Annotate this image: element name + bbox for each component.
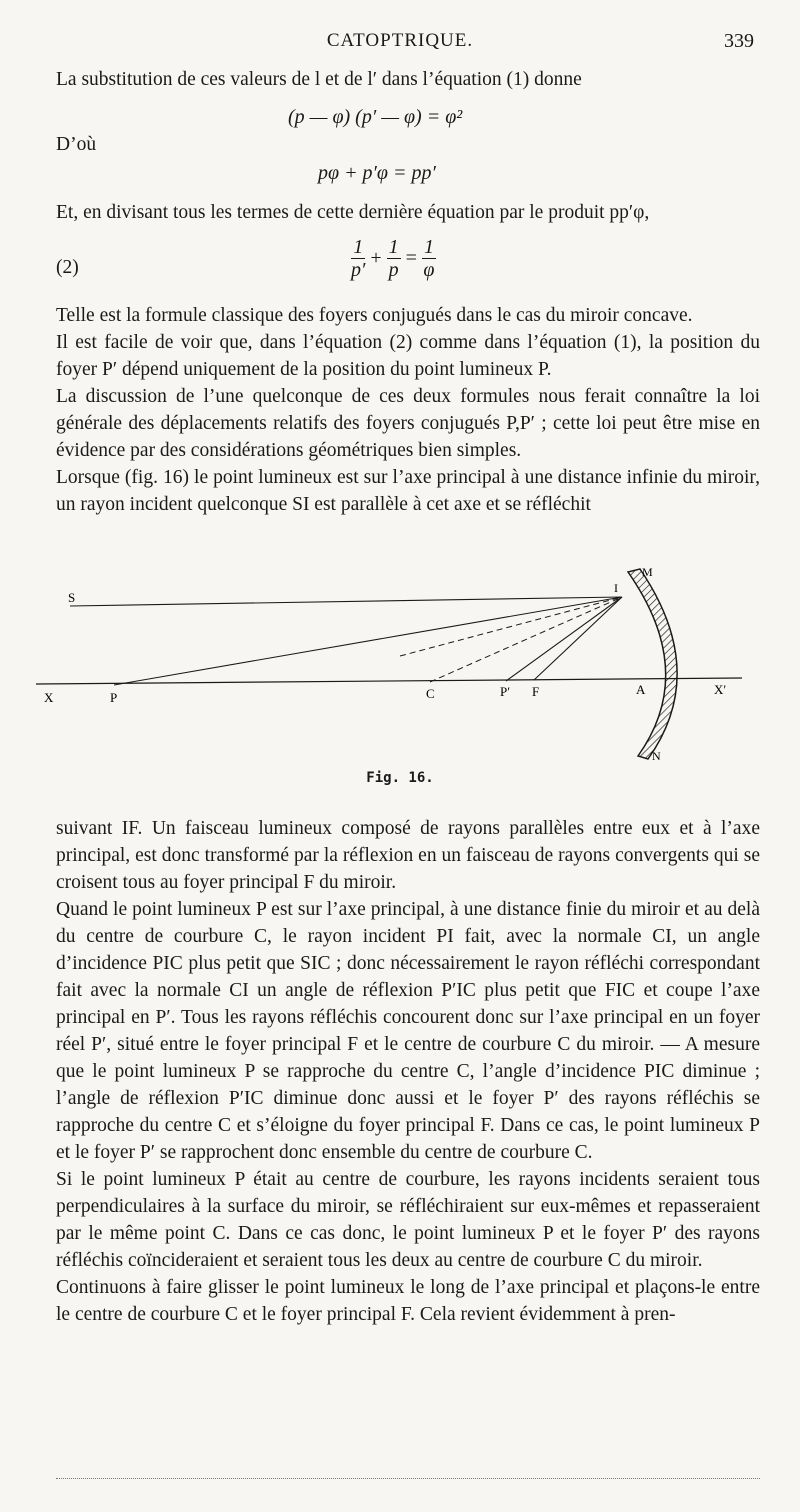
label-X-prime: X′ [714, 682, 727, 697]
figure-16-concave-mirror [30, 560, 780, 785]
paragraph: Si le point lumineux P était au centre de courbure, les rayons incidents seraient tous perpendiculaires à la surface du miroir, se réfléchiraient sur eux-mêmes et repasseraient par le même point C. Dans ce cas donc, le point lumineux P et le foyer P′ des rayons réfléchis coïncideraient et seraient tous les deux au centre de courbure C du miroir. [56, 1169, 760, 1271]
paragraph: La discussion de l’une quelconque de ces deux formules nous ferait connaître la loi générale des déplacements relatifs des foyers conjugués P,P′ ; cette loi peut être mise en évidence par des considérations géométriques bien simples. [56, 386, 760, 461]
equation-3: $\frac{1}{p'}$ + $\frac{1}{p}$ = $\frac{1}{\varphi}$ [351, 236, 435, 281]
label-M: M [642, 565, 653, 579]
division-line: Et, en divisant tous les termes de cette dernière équation par le produit pp′φ, [56, 202, 650, 223]
running-title: CATOPTRIQUE. [326, 30, 474, 51]
reflected-ray-IP-prime [506, 597, 622, 681]
label-X: X [44, 690, 54, 705]
paragraph: Telle est la formule classique des foyers conjugués dans le cas du miroir concave. [56, 305, 693, 326]
equation-1: (p — φ) (p′ — φ) = φ² [288, 106, 463, 128]
page-header [0, 30, 800, 56]
paragraph: Lorsque (fig. 16) le point lumineux est sur l’axe principal à une distance infinie du miroir, un rayon incident quelconque SI est parallèle à cet axe et se réfléchit [56, 467, 760, 515]
dashed-ray [400, 597, 622, 656]
incident-ray-SI [70, 597, 622, 606]
incident-ray-PI [114, 597, 622, 685]
label-S: S [68, 590, 76, 605]
text-block-a [56, 302, 760, 518]
label-P: P [110, 690, 118, 705]
equation-3-label: (2) [56, 257, 79, 278]
concave-mirror [628, 569, 677, 759]
label-C: C [426, 686, 435, 701]
fraction-1-over-p-prime: $\frac{1}{p'}$ [351, 236, 366, 281]
label-I: I [614, 581, 618, 595]
text-block-b [56, 815, 760, 1328]
paragraph: Continuons à faire glisser le point lumineux le long de l’axe principal et plaçons-le entre le centre de courbure C et le foyer principal F. Cela revient évidemment à pren- [56, 1277, 760, 1325]
dou-label: D’où [56, 134, 97, 155]
normal-CI [430, 597, 622, 682]
paragraph: suivant IF. Un faisceau lumineux composé de rayons parallèles entre eux et à l’axe principal, est donc transformé par la réflexion en un faisceau de rayons convergents qui se croisent tous au foyer principal F du miroir. [56, 818, 760, 893]
equation-2: pφ + p′φ = pp′ [318, 162, 436, 184]
fraction-1-over-p: $\frac{1}{p}$ [388, 236, 399, 281]
label-A: A [636, 682, 646, 697]
label-P-prime: P′ [500, 684, 511, 699]
label-N: N [652, 749, 661, 763]
fraction-1-over-phi: $\frac{1}{\varphi}$ [423, 236, 435, 281]
bottom-bleed-through [56, 1478, 760, 1481]
paragraph: Il est facile de voir que, dans l’équation (2) comme dans l’équation (1), la position du foyer P′ dépend uniquement de la position du point lumineux P. [56, 332, 760, 380]
paragraph: Quand le point lumineux P est sur l’axe principal, à une distance finie du miroir et au delà du centre de courbure C, le rayon incident PI fait, avec la normale CI, un angle d’incidence PIC plus petit que SIC ; donc nécessairement le rayon réfléchi correspondant fait avec la normale CI un angle de réflexion P′IC plus petit que FIC et coupe l’axe principal en P′. Tous les rayons réfléchis concourent donc sur l’axe principal en un foyer réel P′, situé entre le foyer principal F et le centre de courbure C du miroir. — A mesure que le point lumineux P se rapproche du centre C, l’angle d’incidence PIC diminue ; l’angle de réflexion P′IC diminue donc aussi et le foyer P′ des rayons réfléchis se rapproche du centre C et s’éloigne du foyer principal F. Dans ce cas, le point lumineux P et le foyer P′ se rapprochent donc ensemble du centre de courbure C. [56, 899, 760, 1163]
figure-caption: Fig. 16. [366, 770, 434, 786]
label-F: F [532, 684, 540, 699]
intro-line: La substitution de ces valeurs de l et de l′ dans l’équation (1) donne [56, 69, 582, 90]
page-number: 339 [724, 30, 754, 52]
